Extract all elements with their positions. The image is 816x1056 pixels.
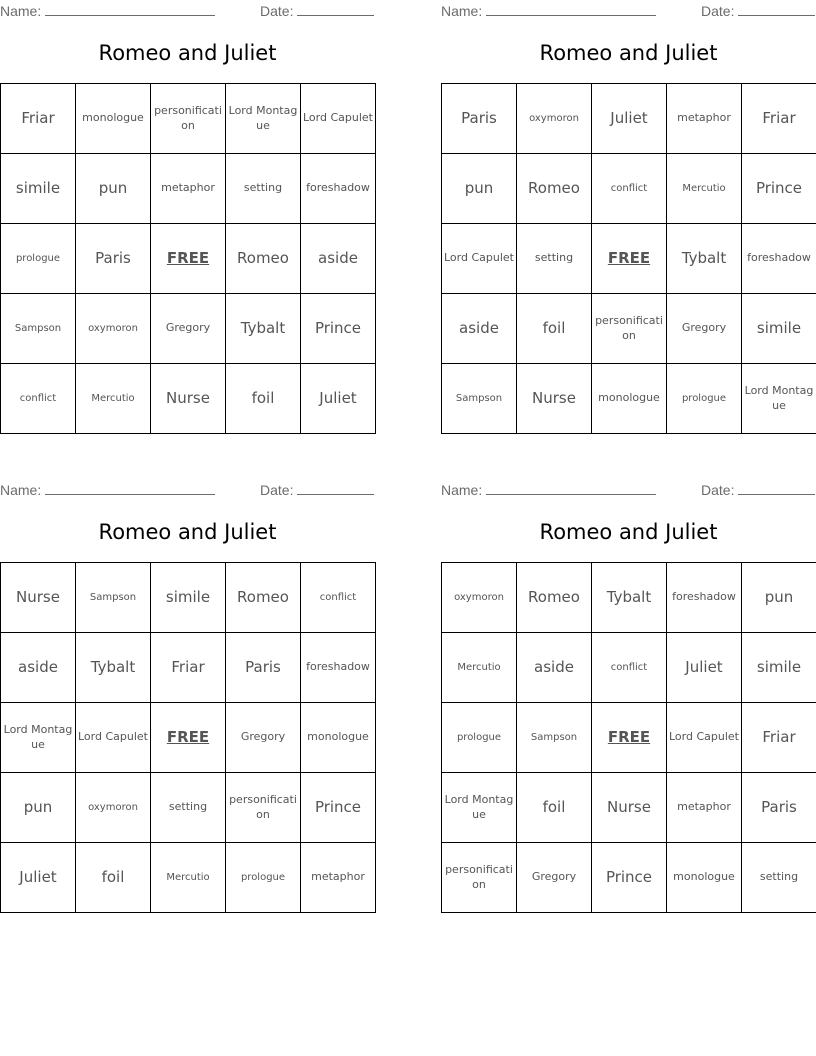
bingo-cell[interactable]: conflict — [1, 364, 76, 434]
grid-row — [442, 294, 816, 364]
bingo-cell[interactable]: simile — [151, 563, 226, 633]
name-blank-line — [486, 2, 656, 16]
bingo-cell[interactable]: Paris — [76, 224, 151, 294]
grid-row — [1, 703, 376, 773]
grid-row — [1, 633, 376, 703]
bingo-cell[interactable]: Juliet — [1, 843, 76, 913]
bingo-cell[interactable]: Gregory — [667, 294, 742, 364]
grid-row — [442, 224, 816, 294]
grid-row — [442, 364, 816, 434]
grid-row — [442, 84, 816, 154]
bingo-cell[interactable]: metaphor — [667, 773, 742, 843]
date-blank-line — [738, 2, 815, 16]
name-date-row — [441, 481, 816, 499]
name-date-row — [441, 2, 816, 20]
grid-row — [442, 703, 816, 773]
bingo-cell[interactable]: monologue — [592, 364, 667, 434]
name-label: Name: — [441, 3, 483, 19]
bingo-cell[interactable]: Prince — [742, 154, 816, 224]
card-title: Romeo and Juliet — [98, 520, 277, 544]
bingo-cell[interactable]: Gregory — [226, 703, 301, 773]
bingo-cell[interactable]: personification — [151, 84, 226, 154]
bingo-cell[interactable]: Sampson — [442, 364, 517, 434]
bingo-cell[interactable]: aside — [517, 633, 592, 703]
bingo-cell[interactable]: foreshadow — [667, 563, 742, 633]
grid-row — [1, 84, 376, 154]
bingo-cell[interactable]: setting — [226, 154, 301, 224]
grid-row — [442, 843, 816, 913]
bingo-cell[interactable]: Lord Capulet — [667, 703, 742, 773]
bingo-cell[interactable]: Nurse — [151, 364, 226, 434]
bingo-cell[interactable]: foreshadow — [301, 154, 376, 224]
bingo-cell[interactable]: Lord Capulet — [442, 224, 517, 294]
bingo-cell[interactable]: Paris — [742, 773, 816, 843]
bingo-cell[interactable]: pun — [76, 154, 151, 224]
bingo-cell[interactable]: oxymoron — [76, 294, 151, 364]
bingo-cell[interactable]: Lord Montague — [226, 84, 301, 154]
bingo-cell[interactable]: Friar — [742, 703, 816, 773]
grid-row — [1, 364, 376, 434]
grid-row — [442, 154, 816, 224]
free-space[interactable]: FREE — [592, 224, 667, 294]
bingo-cell[interactable]: Paris — [442, 84, 517, 154]
bingo-cell[interactable]: setting — [517, 224, 592, 294]
date-label: Date: — [260, 482, 294, 498]
bingo-cell[interactable]: Sampson — [517, 703, 592, 773]
bingo-cell[interactable]: Lord Montague — [742, 364, 816, 434]
grid-row — [442, 773, 816, 843]
bingo-grid — [0, 562, 376, 913]
date-label: Date: — [260, 3, 294, 19]
grid-row — [1, 154, 376, 224]
bingo-cell[interactable]: Tybalt — [667, 224, 742, 294]
bingo-cell[interactable]: setting — [151, 773, 226, 843]
grid-row — [1, 224, 376, 294]
bingo-cell[interactable]: Nurse — [592, 773, 667, 843]
name-blank-line — [486, 481, 656, 495]
bingo-cell[interactable]: prologue — [667, 364, 742, 434]
bingo-cell[interactable]: Juliet — [301, 364, 376, 434]
bingo-grid — [441, 83, 816, 434]
bingo-cell[interactable]: personification — [592, 294, 667, 364]
bingo-cell[interactable]: foreshadow — [301, 633, 376, 703]
name-field[interactable] — [441, 481, 656, 498]
bingo-cell[interactable]: oxymoron — [76, 773, 151, 843]
bingo-cell[interactable]: simile — [742, 294, 816, 364]
bingo-cell[interactable]: Paris — [226, 633, 301, 703]
bingo-cell[interactable]: prologue — [226, 843, 301, 913]
free-space[interactable]: FREE — [151, 703, 226, 773]
bingo-cell[interactable]: Romeo — [517, 154, 592, 224]
bingo-cell[interactable]: monologue — [301, 703, 376, 773]
bingo-cell[interactable]: Prince — [592, 843, 667, 913]
date-blank-line — [297, 481, 374, 495]
bingo-cell[interactable]: simile — [1, 154, 76, 224]
grid-row — [1, 563, 376, 633]
name-blank-line — [45, 2, 215, 16]
date-field[interactable] — [260, 481, 374, 498]
bingo-cell[interactable]: Mercutio — [667, 154, 742, 224]
bingo-cell[interactable]: pun — [742, 563, 816, 633]
bingo-cell[interactable]: Romeo — [517, 563, 592, 633]
grid-row — [1, 294, 376, 364]
bingo-cell[interactable]: Friar — [1, 84, 76, 154]
bingo-cell[interactable]: Tybalt — [592, 563, 667, 633]
bingo-cell[interactable]: Gregory — [517, 843, 592, 913]
bingo-grid — [0, 83, 376, 434]
bingo-grid — [441, 562, 816, 913]
bingo-cell[interactable]: Lord Capulet — [301, 84, 376, 154]
free-space[interactable]: FREE — [592, 703, 667, 773]
name-field[interactable] — [0, 481, 215, 498]
name-label: Name: — [441, 482, 483, 498]
date-label: Date: — [701, 3, 735, 19]
card-title: Romeo and Juliet — [539, 41, 718, 65]
bingo-cell[interactable]: Prince — [301, 294, 376, 364]
bingo-cell[interactable]: oxymoron — [442, 563, 517, 633]
bingo-cell[interactable]: simile — [742, 633, 816, 703]
bingo-cell[interactable]: Sampson — [76, 563, 151, 633]
bingo-cell[interactable]: Lord Montague — [1, 703, 76, 773]
name-label: Name: — [0, 482, 42, 498]
bingo-cell[interactable]: monologue — [76, 84, 151, 154]
bingo-cell[interactable]: foil — [517, 773, 592, 843]
bingo-cell[interactable]: Lord Capulet — [76, 703, 151, 773]
name-label: Name: — [0, 3, 42, 19]
date-field[interactable] — [701, 2, 815, 19]
card-title: Romeo and Juliet — [539, 520, 718, 544]
name-field[interactable] — [0, 2, 215, 19]
bingo-cell[interactable]: foil — [226, 364, 301, 434]
bingo-cell[interactable]: Mercutio — [442, 633, 517, 703]
bingo-cell[interactable]: Prince — [301, 773, 376, 843]
date-label: Date: — [701, 482, 735, 498]
bingo-cell[interactable]: Juliet — [667, 633, 742, 703]
bingo-cell[interactable]: Sampson — [1, 294, 76, 364]
bingo-cell[interactable]: Gregory — [151, 294, 226, 364]
grid-row — [1, 773, 376, 843]
bingo-cell[interactable]: pun — [1, 773, 76, 843]
grid-row — [442, 633, 816, 703]
bingo-cell[interactable]: prologue — [1, 224, 76, 294]
bingo-cell[interactable]: Juliet — [592, 84, 667, 154]
bingo-cell[interactable]: foil — [517, 294, 592, 364]
name-blank-line — [45, 481, 215, 495]
bingo-cell[interactable]: Romeo — [226, 563, 301, 633]
bingo-cell[interactable]: metaphor — [151, 154, 226, 224]
bingo-cell[interactable]: Nurse — [1, 563, 76, 633]
bingo-cell[interactable]: aside — [1, 633, 76, 703]
bingo-cell[interactable]: Mercutio — [76, 364, 151, 434]
grid-row — [1, 843, 376, 913]
bingo-cell[interactable]: setting — [742, 843, 816, 913]
bingo-cell[interactable]: conflict — [592, 633, 667, 703]
date-blank-line — [738, 481, 815, 495]
bingo-cell[interactable]: Lord Montague — [442, 773, 517, 843]
bingo-cell[interactable]: Tybalt — [226, 294, 301, 364]
bingo-cell[interactable]: personification — [226, 773, 301, 843]
date-field[interactable] — [701, 481, 815, 498]
name-date-row — [0, 481, 375, 499]
name-date-row — [0, 2, 375, 20]
bingo-cell[interactable]: monologue — [667, 843, 742, 913]
bingo-cell[interactable]: Nurse — [517, 364, 592, 434]
bingo-cell[interactable]: Romeo — [226, 224, 301, 294]
name-field[interactable] — [441, 2, 656, 19]
bingo-cell[interactable]: conflict — [592, 154, 667, 224]
bingo-cell[interactable]: conflict — [301, 563, 376, 633]
bingo-cell[interactable]: pun — [442, 154, 517, 224]
card-title: Romeo and Juliet — [98, 41, 277, 65]
bingo-cell[interactable]: aside — [442, 294, 517, 364]
date-blank-line — [297, 2, 374, 16]
bingo-cell[interactable]: Friar — [742, 84, 816, 154]
bingo-cell[interactable]: prologue — [442, 703, 517, 773]
bingo-cell[interactable]: foil — [76, 843, 151, 913]
bingo-cell[interactable]: foreshadow — [742, 224, 816, 294]
bingo-cell[interactable]: Friar — [151, 633, 226, 703]
date-field[interactable] — [260, 2, 374, 19]
bingo-cell[interactable]: Tybalt — [76, 633, 151, 703]
bingo-cell[interactable]: aside — [301, 224, 376, 294]
bingo-cell[interactable]: Mercutio — [151, 843, 226, 913]
bingo-cell[interactable]: metaphor — [667, 84, 742, 154]
bingo-cell[interactable]: metaphor — [301, 843, 376, 913]
grid-row — [442, 563, 816, 633]
bingo-cell[interactable]: personification — [442, 843, 517, 913]
free-space[interactable]: FREE — [151, 224, 226, 294]
bingo-cell[interactable]: oxymoron — [517, 84, 592, 154]
